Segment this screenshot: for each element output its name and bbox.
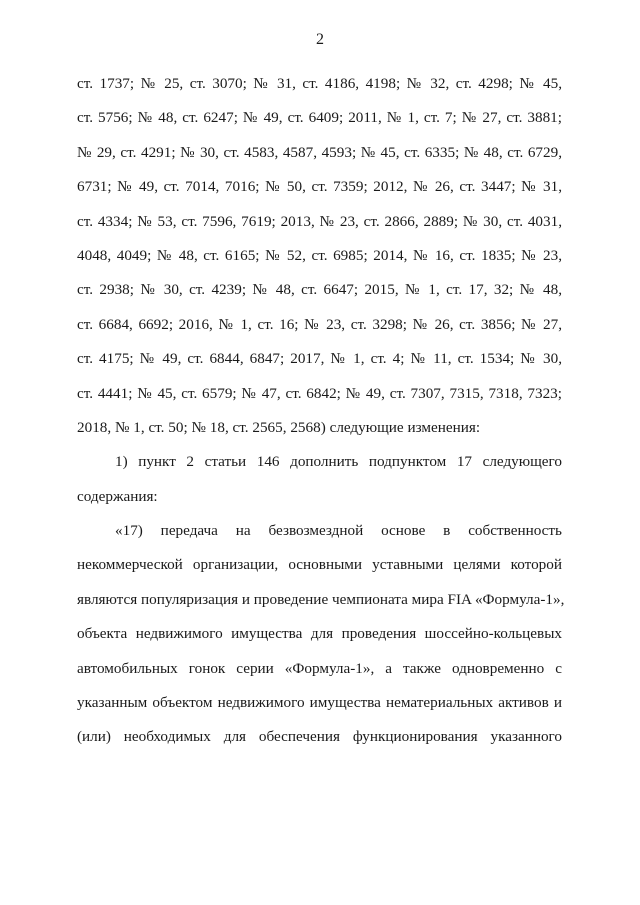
text-line: являются популяризация и проведение чемпионата мира FIA «Формула-1»,: [77, 590, 565, 608]
text-line: указанным объектом недвижимого имущества нематериальных активов и: [77, 694, 562, 712]
text-line: ст. 6684, 6692; 2016, № 1, ст. 16; № 23, ст. 3298; № 26, ст. 3856; № 27,: [77, 315, 562, 333]
text-line: № 29, ст. 4291; № 30, ст. 4583, 4587, 4593; № 45, ст. 6335; № 48, ст. 6729,: [77, 143, 562, 161]
text-line: (или) необходимых для обеспечения функционирования указанного: [77, 728, 562, 746]
text-line: ст. 5756; № 48, ст. 6247; № 49, ст. 6409; 2011, № 1, ст. 7; № 27, ст. 3881;: [77, 109, 562, 127]
text-line: ст. 4441; № 45, ст. 6579; № 47, ст. 6842; № 49, ст. 7307, 7315, 7318, 7323;: [77, 384, 562, 402]
paragraph-citations: [77, 67, 562, 445]
text-line: 4048, 4049; № 48, ст. 6165; № 52, ст. 6985; 2014, № 16, ст. 1835; № 23,: [77, 246, 562, 264]
paragraph-subitem-17: [77, 514, 565, 755]
text-line: ст. 4334; № 53, ст. 7596, 7619; 2013, № 23, ст. 2866, 2889; № 30, ст. 4031,: [77, 212, 562, 230]
text-line: ст. 4175; № 49, ст. 6844, 6847; 2017, № 1, ст. 4; № 11, ст. 1534; № 30,: [77, 350, 562, 368]
text-line: некоммерческой организации, основными уставными целями которой: [77, 556, 562, 574]
text-line: ст. 1737; № 25, ст. 3070; № 31, ст. 4186, 4198; № 32, ст. 4298; № 45,: [77, 75, 562, 92]
page-number: 2: [316, 31, 324, 48]
paragraph-item-1: [77, 445, 562, 514]
text-line: автомобильных гонок серии «Формула-1», а также одновременно с: [77, 659, 562, 677]
text-line: ст. 2938; № 30, ст. 4239; № 48, ст. 6647; 2015, № 1, ст. 17, 32; № 48,: [77, 281, 562, 299]
document-body: [77, 67, 565, 755]
text-line: содержания:: [77, 487, 158, 505]
text-line: 1) пункт 2 статьи 146 дополнить подпунктом 17 следующего: [115, 453, 562, 471]
text-line: 2018, № 1, ст. 50; № 18, ст. 2565, 2568) следующие изменения:: [77, 418, 481, 436]
text-line: объекта недвижимого имущества для проведения шоссейно-кольцевых: [77, 625, 562, 643]
text-line: «17) передача на безвозмездной основе в собственность: [115, 522, 562, 540]
text-line: 6731; № 49, ст. 7014, 7016; № 50, ст. 7359; 2012, № 26, ст. 3447; № 31,: [77, 178, 562, 196]
